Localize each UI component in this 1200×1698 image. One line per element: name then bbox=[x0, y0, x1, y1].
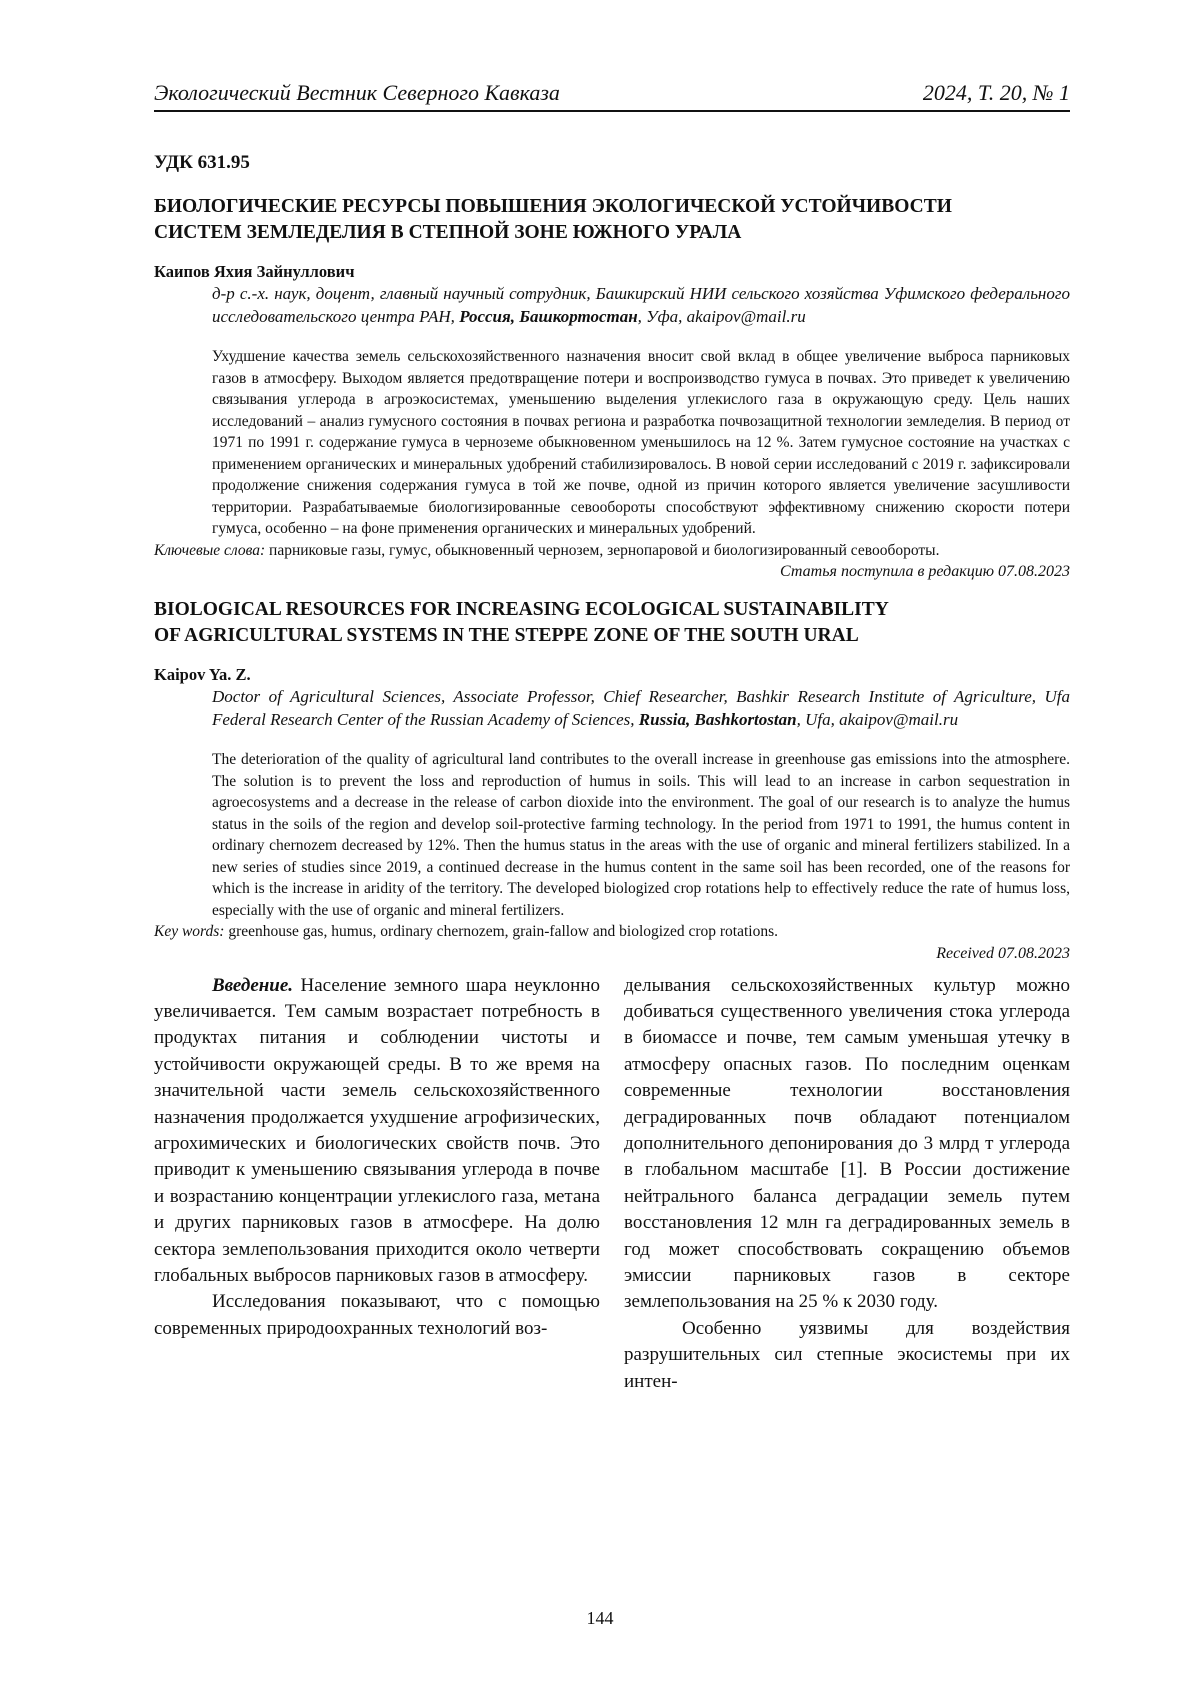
title-ru bbox=[154, 194, 1070, 246]
keywords-ru-label: Ключевые слова: bbox=[154, 541, 266, 559]
affiliation-ru-city-email: , Уфа, akaipov@mail.ru bbox=[637, 307, 806, 326]
title-ru-line1: БИОЛОГИЧЕСКИЕ РЕСУРСЫ ПОВЫШЕНИЯ ЭКОЛОГИЧЕСКОЙ УСТОЙЧИВОСТИ bbox=[154, 196, 952, 217]
body-columns bbox=[154, 973, 1070, 1396]
received-en: Received 07.08.2023 bbox=[936, 944, 1070, 962]
right-paragraph-2: Особенно уязвимы для воздействия разрушительных сил степные экосистемы при их интен- bbox=[624, 1317, 1070, 1392]
title-ru-line2: СИСТЕМ ЗЕМЛЕДЕЛИЯ В СТЕПНОЙ ЗОНЕ ЮЖНОГО УРАЛА bbox=[154, 222, 742, 243]
title-en bbox=[154, 597, 1070, 649]
affiliation-en-country: Russia, Bashkortostan bbox=[638, 710, 797, 729]
abstract-ru: Ухудшение качества земель сельскохозяйственного назначения вносит свой вклад в общее увеличение выброса парниковых газов в атмосферу. Выходом является предотвращение потери и воспроизводство гумуса в почвах. Это приведет к увеличению связывания углерода в агроэкосистемах, уменьшению выделения углекислого газа в окружающую среду. Цель наших исследований – анализ гумусного состояния в почвах региона и разработка почвозащитной технологии земледелия. В период от 1971 по 1991 г. содержание гумуса в черноземе обыкновенном уменьшилось на 12 %. Затем гумусное состояние на участках с применением органических и минеральных удобрений стабилизировалось. В новой серии исследований с 2019 г. зафиксировали продолжение снижения содержания гумуса в той же почве, одной из причин которого является увеличение засушливости территории. Разрабатываемые биологизированные севообороты способствуют эффективному снижению скорости потери гумуса, особенно – на фоне применения органических и минеральных удобрений. bbox=[212, 348, 1070, 537]
issue-info: 2024, Т. 20, № 1 bbox=[922, 80, 1070, 105]
right-paragraph-1: делывания сельскохозяйственных культур можно добиваться существенного увеличения стока углерода в биомассе и почве, тем самым уменьшая утечку в атмосферу опасных газов. По последним оценкам современные технологии восстановления деградированных почв обладают потенциалом дополнительного депонирования до 3 млрд т углерода в глобальном масштабе [1]. В России достижение нейтрального баланса деградации земель путем восстановления 12 млн га деградированных земель в год может способствовать сокращению объемов эмиссии парниковых газов в секторе землепользования на 25 % к 2030 году. bbox=[624, 974, 1070, 1313]
keywords-ru bbox=[154, 540, 1070, 562]
keywords-en bbox=[154, 921, 1070, 943]
left-paragraph-2: Исследования показывают, что с помощью современных природоохранных технологий воз- bbox=[154, 1291, 600, 1339]
affiliation-ru bbox=[212, 282, 1070, 328]
affiliation-en bbox=[212, 685, 1070, 731]
left-column bbox=[154, 973, 600, 1396]
page-number: 144 bbox=[586, 1608, 614, 1628]
author-en: Kaipov Ya. Z. bbox=[154, 665, 251, 684]
right-column bbox=[624, 973, 1070, 1396]
article-page bbox=[154, 80, 1070, 1395]
author-ru: Каипов Яхия Зайнуллович bbox=[154, 262, 355, 281]
received-ru: Статья поступила в редакцию 07.08.2023 bbox=[780, 563, 1070, 580]
affiliation-ru-country: Россия, Башкортостан bbox=[459, 307, 638, 326]
abstract-en: The deterioration of the quality of agricultural land contributes to the overall increase in greenhouse gas emissions into the atmosphere. The solution is to prevent the loss and reproduction of humus in soils. This will lead to an increase in carbon sequestration in agroecosystems and a decrease in the release of carbon dioxide into the environment. The goal of our research is to analyze the humus status in the soils of the region and develop soil-protective farming technology. In the period from 1971 to 1991, the humus content in ordinary chernozem decreased by 12%. Then the humus status in the areas with the use of organic and mineral fertilizers stabilized. In a new series of studies since 2019, a continued decrease in the humus content in the same soil has been recorded, one of the reasons for which is the increase in aridity of the territory. The developed biologized crop rotations help to effectively reduce the rate of humus loss, especially with the use of organic and mineral fertilizers. bbox=[212, 751, 1070, 919]
affiliation-en-city-email: , Ufa, akaipov@mail.ru bbox=[796, 710, 959, 729]
title-en-line1: BIOLOGICAL RESOURCES FOR INCREASING ECOLOGICAL SUSTAINABILITY bbox=[154, 599, 889, 620]
affiliation-ru-text: д-р с.-х. наук, доцент, главный научный сотрудник, Башкирский НИИ сельского хозяйства Уфимского федерального исследовательского центра РАН, bbox=[212, 284, 1070, 326]
left-paragraph-1 bbox=[154, 973, 600, 1290]
affiliation-en-text: Doctor of Agricultural Sciences, Associate Professor, Chief Researcher, Bashkir Research Institute of Agriculture, Ufa Federal Research Center of the Russian Academy of Sciences, bbox=[212, 687, 1070, 729]
keywords-en-text: greenhouse gas, humus, ordinary chernozem, grain-fallow and biologized crop rotations. bbox=[224, 923, 778, 940]
keywords-en-label: Key words: bbox=[154, 923, 225, 940]
title-en-line2: OF AGRICULTURAL SYSTEMS IN THE STEPPE ZONE OF THE SOUTH URAL bbox=[154, 625, 859, 646]
udc-code: УДК 631.95 bbox=[154, 152, 250, 173]
left-paragraph-1-text: Население земного шара неуклонно увеличивается. Тем самым возрастает потребность в продуктах питания и соблюдении чистоты и устойчивости окружающей среды. В то же время на значительной части земель сельскохозяйственного назначения продолжается ухудшение агрофизических, агрохимических и биологических свойств почв. Это приводит к уменьшению связывания углерода в почве и возрастанию концентрации углекислого газа, метана и других парниковых газов в атмосфере. На долю сектора землепользования приходится около четверти глобальных выбросов парниковых газов в атмосферу. bbox=[154, 974, 600, 1286]
journal-name: Экологический Вестник Северного Кавказа bbox=[154, 80, 560, 105]
running-header bbox=[154, 80, 1070, 112]
keywords-ru-text: парниковые газы, гумус, обыкновенный чернозем, зернопаровой и биологизированный севообороты. bbox=[265, 541, 940, 559]
intro-label: Введение. bbox=[212, 974, 294, 996]
